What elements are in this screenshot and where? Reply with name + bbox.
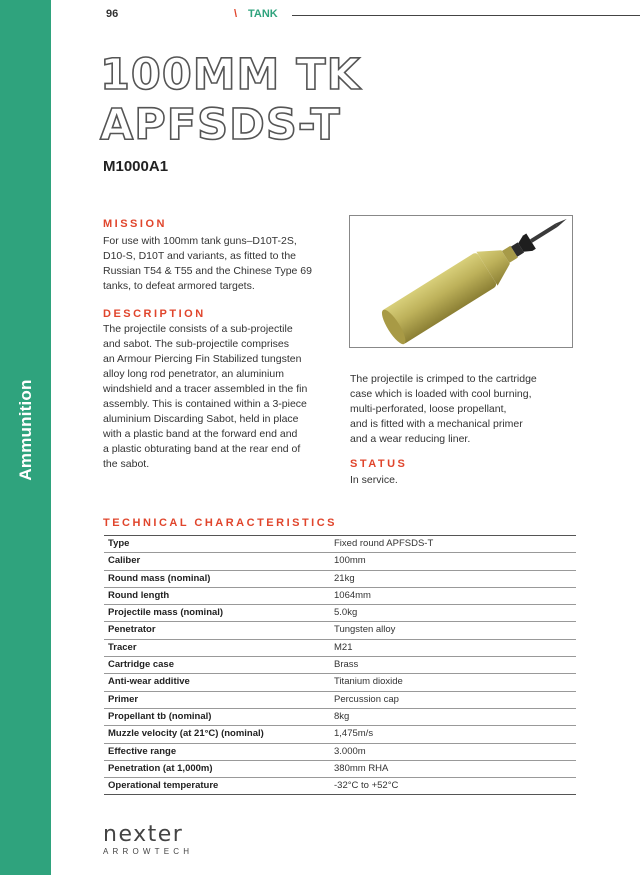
value-cell: Titanium dioxide (334, 676, 403, 688)
table-row (104, 622, 576, 639)
table-row (104, 605, 576, 622)
description-heading: DESCRIPTION (103, 308, 206, 320)
value-cell: -32°C to +52°C (334, 780, 399, 792)
table-row (104, 778, 576, 795)
param-cell: Round length (108, 589, 170, 601)
title-line-1: 100MM TK (100, 50, 361, 100)
mission-heading: MISSION (103, 218, 167, 230)
value-cell: M21 (334, 641, 353, 653)
description-line: assembly. This is contained within a 3-piece (103, 398, 307, 410)
description-right-line: multi-perforated, loose propellant, (350, 403, 507, 415)
page-title (100, 50, 361, 150)
mission-text (103, 234, 343, 294)
mission-line: For use with 100mm tank guns–D10T-2S, (103, 235, 297, 247)
description-text (103, 322, 343, 472)
status-heading: STATUS (350, 458, 408, 470)
param-cell: Penetrator (108, 624, 156, 636)
description-right-line: case which is loaded with cool burning, (350, 388, 532, 400)
value-cell: Brass (334, 659, 359, 671)
value-cell: 380mm RHA (334, 762, 389, 774)
table-row (104, 657, 576, 674)
table-row (104, 536, 576, 553)
description-line: The projectile consists of a sub-projectile (103, 323, 293, 335)
description-line: an Armour Piercing Fin Stabilized tungsten (103, 353, 302, 365)
technical-heading: TECHNICAL CHARACTERISTICS (103, 517, 338, 529)
description-line: with a plastic band at the forward end and (103, 428, 298, 440)
status-text: In service. (350, 474, 398, 486)
table-row (104, 571, 576, 588)
table-row (104, 726, 576, 743)
table-row (104, 692, 576, 709)
title-line-2: APFSDS-T (100, 100, 341, 150)
description-line: aluminium Discarding Sabot, held in place (103, 413, 299, 425)
description-line: and sabot. The sub-projectile comprises (103, 338, 289, 350)
description-line: windshield and a tracer assembled in the fin (103, 383, 308, 395)
param-cell: Primer (108, 693, 139, 705)
value-cell: Percussion cap (334, 693, 399, 705)
table-row (104, 761, 576, 778)
logo-wordmark: nexter (103, 822, 184, 847)
value-cell: 8kg (334, 710, 350, 722)
technical-table (104, 535, 576, 795)
mission-line: D10-S, D10T and variants, as fitted to the (103, 250, 296, 262)
param-cell: Operational temperature (108, 780, 219, 792)
nexter-logo (103, 824, 193, 856)
header-rule (292, 15, 640, 16)
table-row (104, 553, 576, 570)
param-cell: Anti-wear additive (108, 676, 190, 688)
table-row (104, 674, 576, 691)
logo-subline: ARROWTECH (103, 847, 194, 856)
ammunition-photo (349, 215, 573, 348)
param-cell: Type (108, 538, 130, 549)
header-section-label: TANK (248, 8, 278, 20)
slash-icon: \ (234, 8, 238, 20)
value-cell: Tungsten alloy (334, 624, 396, 636)
value-cell: 5.0kg (334, 607, 358, 619)
table-row (104, 588, 576, 605)
param-cell: Round mass (nominal) (108, 572, 211, 584)
table-row (104, 744, 576, 761)
value-cell: 3.000m (334, 745, 366, 757)
param-cell: Projectile mass (nominal) (108, 607, 224, 619)
value-cell: 100mm (334, 555, 366, 567)
sidebar-band (0, 0, 51, 875)
param-cell: Propellant tb (nominal) (108, 710, 212, 722)
param-cell: Caliber (108, 555, 141, 567)
param-cell: Penetration (at 1,000m) (108, 762, 213, 774)
value-cell: Fixed round APFSDS-T (334, 538, 434, 549)
description-line: alloy long rod penetrator, an aluminium (103, 368, 284, 380)
description-line: a plastic obturating band at the rear end of (103, 443, 301, 455)
description-line: the sabot. (103, 458, 150, 470)
mission-line: tanks, to defeat armored targets. (103, 280, 255, 292)
value-cell: 1064mm (334, 589, 371, 601)
param-cell: Effective range (108, 745, 177, 757)
param-cell: Tracer (108, 641, 137, 653)
page-header (106, 8, 576, 24)
description-right-text (350, 372, 580, 447)
mission-line: Russian T54 & T55 and the Chinese Type 69 (103, 265, 312, 277)
value-cell: 1,475m/s (334, 728, 374, 740)
description-right-line: and a wear reducing liner. (350, 433, 471, 445)
value-cell: 21kg (334, 572, 355, 584)
table-row (104, 640, 576, 657)
sidebar-label: Ammunition (16, 379, 35, 481)
param-cell: Muzzle velocity (at 21°C) (nominal) (108, 728, 264, 740)
description-right-line: The projectile is crimped to the cartridge (350, 373, 537, 385)
model-subtitle: M1000A1 (103, 158, 169, 175)
param-cell: Cartridge case (108, 659, 175, 671)
cartridge-illustration (350, 216, 572, 347)
page-number: 96 (106, 8, 119, 20)
table-row (104, 709, 576, 726)
description-right-line: and is fitted with a mechanical primer (350, 418, 523, 430)
